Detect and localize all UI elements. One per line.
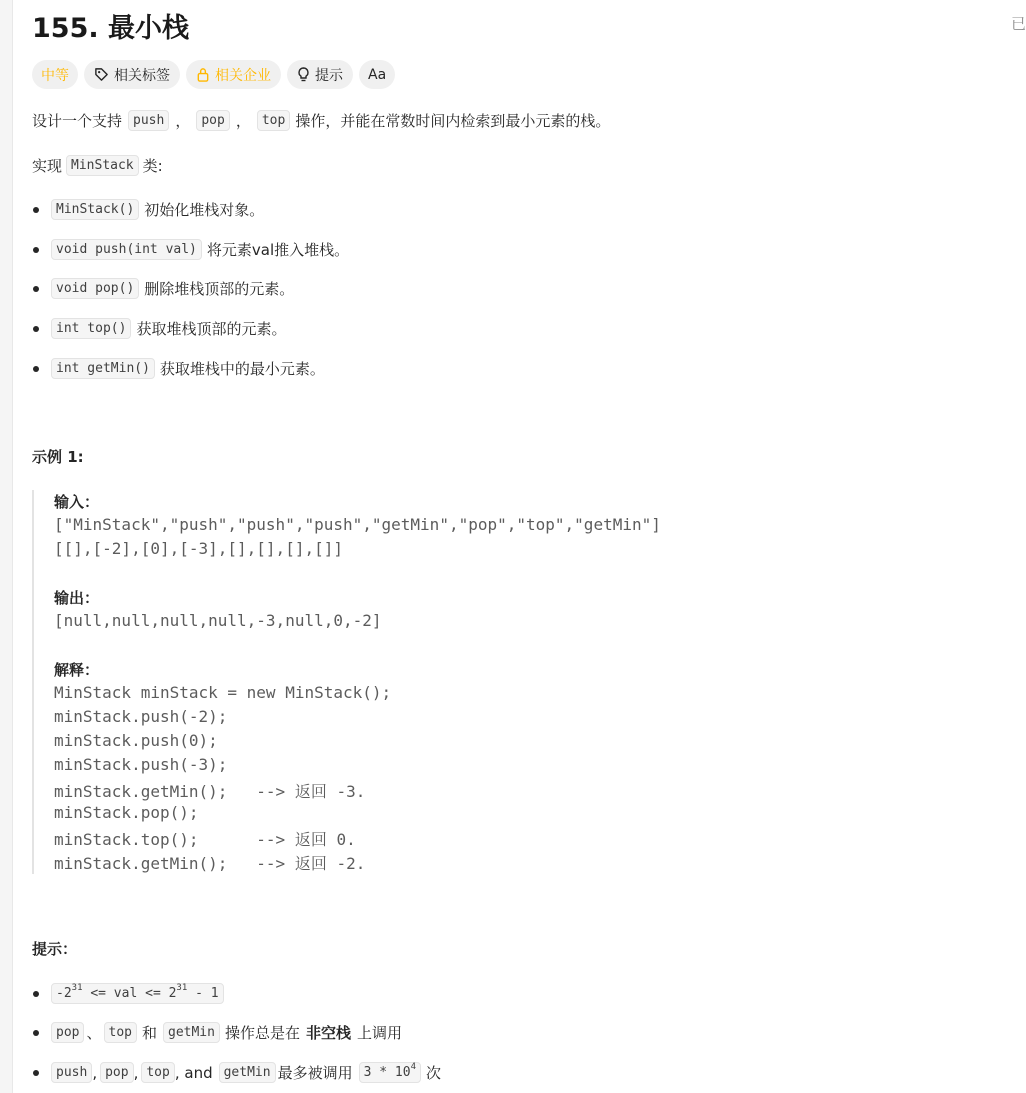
list-item: void pop() 删除堆栈顶部的元素。: [32, 278, 294, 299]
page-title: 155. 最小栈: [32, 13, 190, 44]
constraint-range: $-2^{31}$ <= val <= $2^{31} - 1$: [51, 983, 224, 1004]
left-panel-divider: [0, 0, 13, 1093]
bullet: [33, 207, 39, 213]
list-item: int top() 获取堆栈顶部的元素。: [32, 318, 286, 339]
implement-paragraph: 实现 MinStack 类:: [32, 157, 163, 175]
code-push: push: [128, 110, 169, 131]
example-block: [32, 490, 934, 874]
lock-icon: [196, 67, 210, 82]
code-pop: pop: [196, 110, 229, 131]
bullet: [33, 1030, 39, 1036]
related-tags-button[interactable]: [84, 60, 180, 89]
hint-label: 提示: [315, 67, 343, 84]
bullet: [33, 991, 39, 997]
explanation-line: minStack.push(0);: [54, 731, 218, 750]
difficulty-badge: [32, 60, 78, 89]
bullet: [33, 366, 39, 372]
solved-status: 已: [1010, 15, 1026, 33]
list-item: void push(int val) 将元素val推入堆栈。: [32, 239, 349, 260]
input-line: [[],[-2],[0],[-3],[],[],[],[]]: [54, 539, 343, 558]
related-companies-label: 相关企业: [215, 67, 271, 84]
intro-paragraph: 设计一个支持 push ， pop ， top 操作，并能在常数时间内检索到最小元素的栈。: [32, 112, 611, 130]
constraint-item: [32, 983, 229, 1004]
bullet: [33, 286, 39, 292]
translate-icon: Aa: [368, 66, 387, 83]
difficulty-label: 中等: [41, 67, 69, 84]
output-label: 输出：: [54, 589, 100, 607]
explanation-line: MinStack minStack = new MinStack();: [54, 683, 392, 702]
translate-button[interactable]: [359, 60, 395, 89]
output-line: [null,null,null,null,-3,null,0,-2]: [54, 611, 382, 630]
list-item: MinStack() 初始化堆栈对象。: [32, 199, 264, 220]
constraint-item: pop 、 top 和 getMin 操作总是在 非空栈 上调用: [32, 1022, 402, 1043]
explanation-line: minStack.pop();: [54, 803, 199, 822]
constraint-item: push , pop , top , and getMin 最多被调用 $3 * 10^4$ 次: [32, 1062, 441, 1083]
code-top: top: [257, 110, 290, 131]
tag-bar: [32, 60, 395, 89]
bullet: [33, 247, 39, 253]
example-heading: 示例 1:: [32, 448, 84, 466]
constraints-heading: 提示：: [32, 940, 78, 958]
explanation-label: 解释：: [54, 661, 100, 679]
related-tags-label: 相关标签: [114, 67, 170, 84]
code-minstack: MinStack: [66, 155, 139, 176]
call-limit: $3 * 10^4$: [359, 1062, 421, 1083]
hint-button[interactable]: [287, 60, 353, 89]
input-label: 输入：: [54, 493, 100, 511]
bullet: [33, 1070, 39, 1076]
explanation-line: minStack.push(-3);: [54, 755, 228, 774]
lightbulb-icon: [297, 67, 310, 83]
explanation-line: minStack.getMin(); --> 返回 -2.: [54, 854, 366, 873]
explanation-line: minStack.top(); --> 返回 0.: [54, 830, 356, 849]
list-item: int getMin() 获取堆栈中的最小元素。: [32, 358, 325, 379]
bullet: [33, 326, 39, 332]
explanation-line: minStack.getMin(); --> 返回 -3.: [54, 782, 366, 801]
explanation-line: minStack.push(-2);: [54, 707, 228, 726]
related-companies-button[interactable]: [186, 60, 281, 89]
tag-icon: [94, 67, 109, 82]
input-line: ["MinStack","push","push","push","getMin","pop","top","getMin"]: [54, 515, 661, 534]
